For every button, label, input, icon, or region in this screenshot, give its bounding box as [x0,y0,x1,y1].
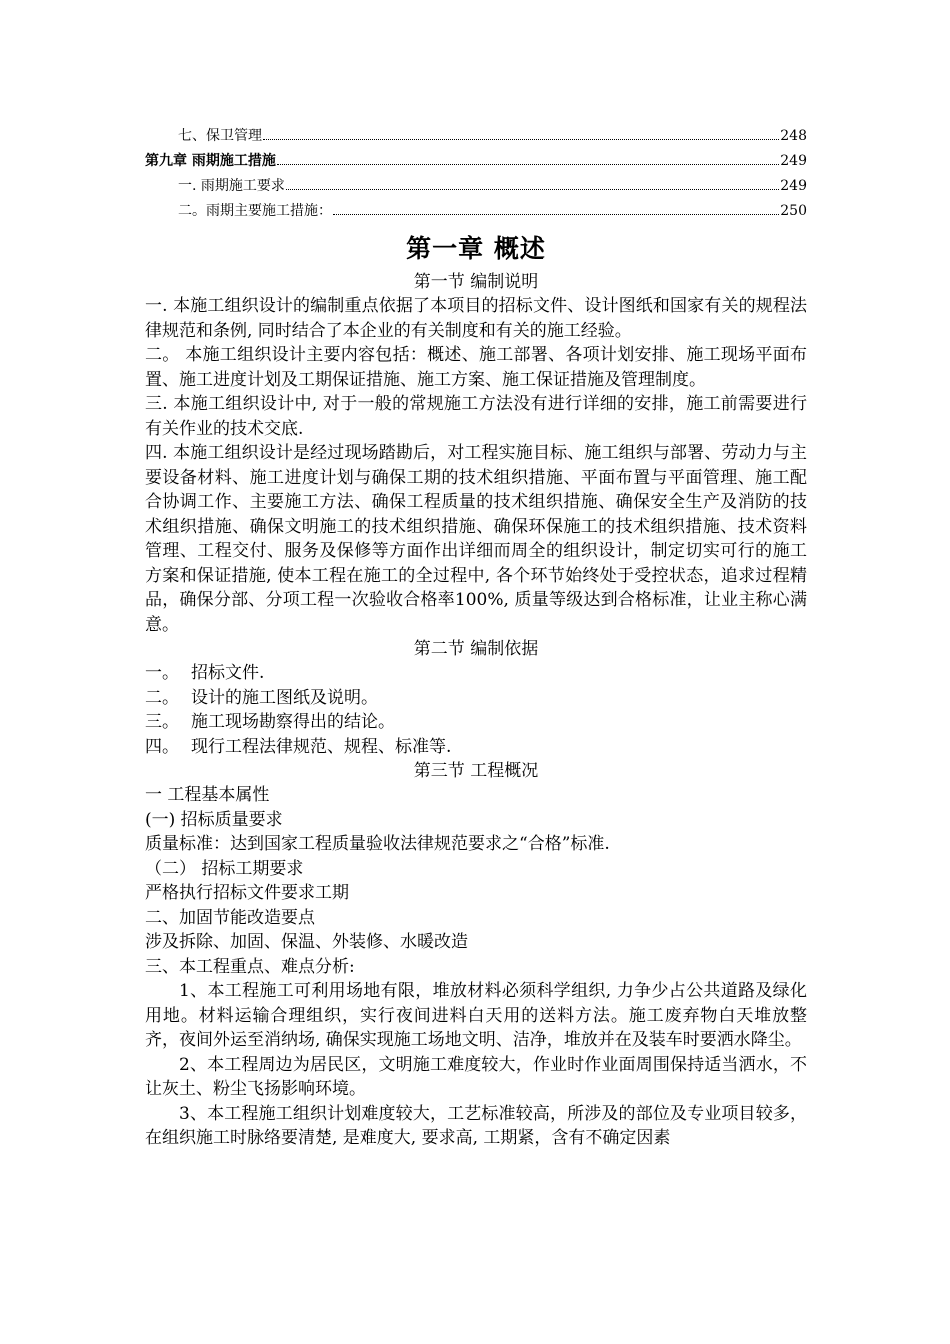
toc-leader [277,164,779,165]
toc-title: 第九章 雨期施工措施 [145,153,276,169]
toc-title: 七、保卫管理 [178,128,262,144]
paragraph: 三. 本施工组织设计中, 对于一般的常规施工方法没有进行详细的安排，施工前需要进行有关作业的技术交底. [145,394,807,439]
toc-page: 248 [780,128,807,144]
toc-page: 249 [780,153,807,169]
toc-title: 一. 雨期施工要求 [178,178,285,194]
paragraph: 一. 本施工组织设计的编制重点依据了本项目的招标文件、设计图纸和国家有关的规程法律规范和条例, 同时结合了本企业的有关制度和有关的施工经验。 [145,296,807,341]
list-number: 二。 [145,687,179,708]
toc-leader [333,214,779,215]
text-line: 三、本工程重点、难点分析: [145,956,355,977]
section-title: 第一节 编制说明 [413,272,539,292]
toc-leader [263,139,779,140]
toc-page: 250 [780,203,807,219]
list-item [145,661,807,686]
text-line: 二、加固节能改造要点 [145,907,315,928]
toc-line[interactable] [145,124,807,149]
list-item [145,710,807,735]
list-text: 施工现场勘察得出的结论。 [191,712,395,732]
list-text: 现行工程法律规范、规程、标准等. [191,736,452,757]
paragraph: 二。 本施工组织设计主要内容包括：概述、施工部署、各项计划安排、施工现场平面布置、施工进度计划及工期保证措施、施工方案、施工保证措施及管理制度。 [145,345,807,390]
chapter-title: 第一章 概述 [406,234,546,263]
paragraph: 2、本工程周边为居民区，文明施工难度较大，作业时作业面周围保持适当洒水，不让灰土、粉尘飞扬影响环境。 [145,1054,807,1099]
section-title: 第三节 工程概况 [413,761,539,781]
text-line: （二） 招标工期要求 [145,858,304,879]
toc-leader [286,189,779,190]
text-line: (一) 招标质量要求 [145,809,283,830]
text-line: 质量标准：达到国家工程质量验收法律规范要求之“合格”标准. [145,834,610,854]
toc-page: 249 [780,178,807,194]
text-line: 涉及拆除、加固、保温、外装修、水暖改造 [145,932,468,952]
document-page [145,124,807,1151]
list-text: 设计的施工图纸及说明。 [191,687,378,708]
list-text: 招标文件. [191,663,265,683]
toc-line[interactable] [145,149,807,174]
text-line: 严格执行招标文件要求工期 [145,883,349,903]
toc-title: 二。雨期主要施工措施： [178,203,332,219]
toc-line[interactable] [145,174,807,199]
paragraph: 1、本工程施工可利用场地有限，堆放材料必须科学组织, 力争少占公共道路及绿化用地。材料运输合理组织，实行夜间进料白天用的送料方法。施工废弃物白天堆放整齐，夜间外运至消纳场, 确保实现施工场地文明、洁净，堆放并在及装车时要洒水降尘。 [145,981,807,1050]
list-number: 一。 [145,663,179,683]
paragraph: 四. 本施工组织设计是经过现场踏勘后，对工程实施目标、施工组织与部署、劳动力与主要设备材料、施工进度计划与确保工期的技术组织措施、平面布置与平面管理、施工配合协调工作、主要施工方法、确保工程质量的技术组织措施、确保安全生产及消防的技术组织措施、确保文明施工的技术组织措施、确保环保施工的技术组织措施、技术资料管理、工程交付、服务及保修等方面作出详细而周全的组织设计，制定切实可行的施工方案和保证措施, 使本工程在施工的全过程中, 各个环节始终处于受控状态，追求过程精品，确保分部、分项工程一次验收合格率100%, 质量等级达到合格标准，让业主称心满意。 [145,443,807,635]
list-number: 三。 [145,712,179,732]
text-line: 一 工程基本属性 [145,785,270,805]
list-item [145,686,807,711]
paragraph: 3、本工程施工组织计划难度较大，工艺标准较高，所涉及的部位及专业项目较多，在组织施工时脉络要清楚, 是难度大, 要求高, 工期紧，含有不确定因素 [145,1103,807,1148]
list-item [145,735,807,760]
toc [145,124,807,224]
list-number: 四。 [145,736,179,757]
section-title: 第二节 编制依据 [413,639,539,659]
toc-line[interactable] [145,199,807,224]
